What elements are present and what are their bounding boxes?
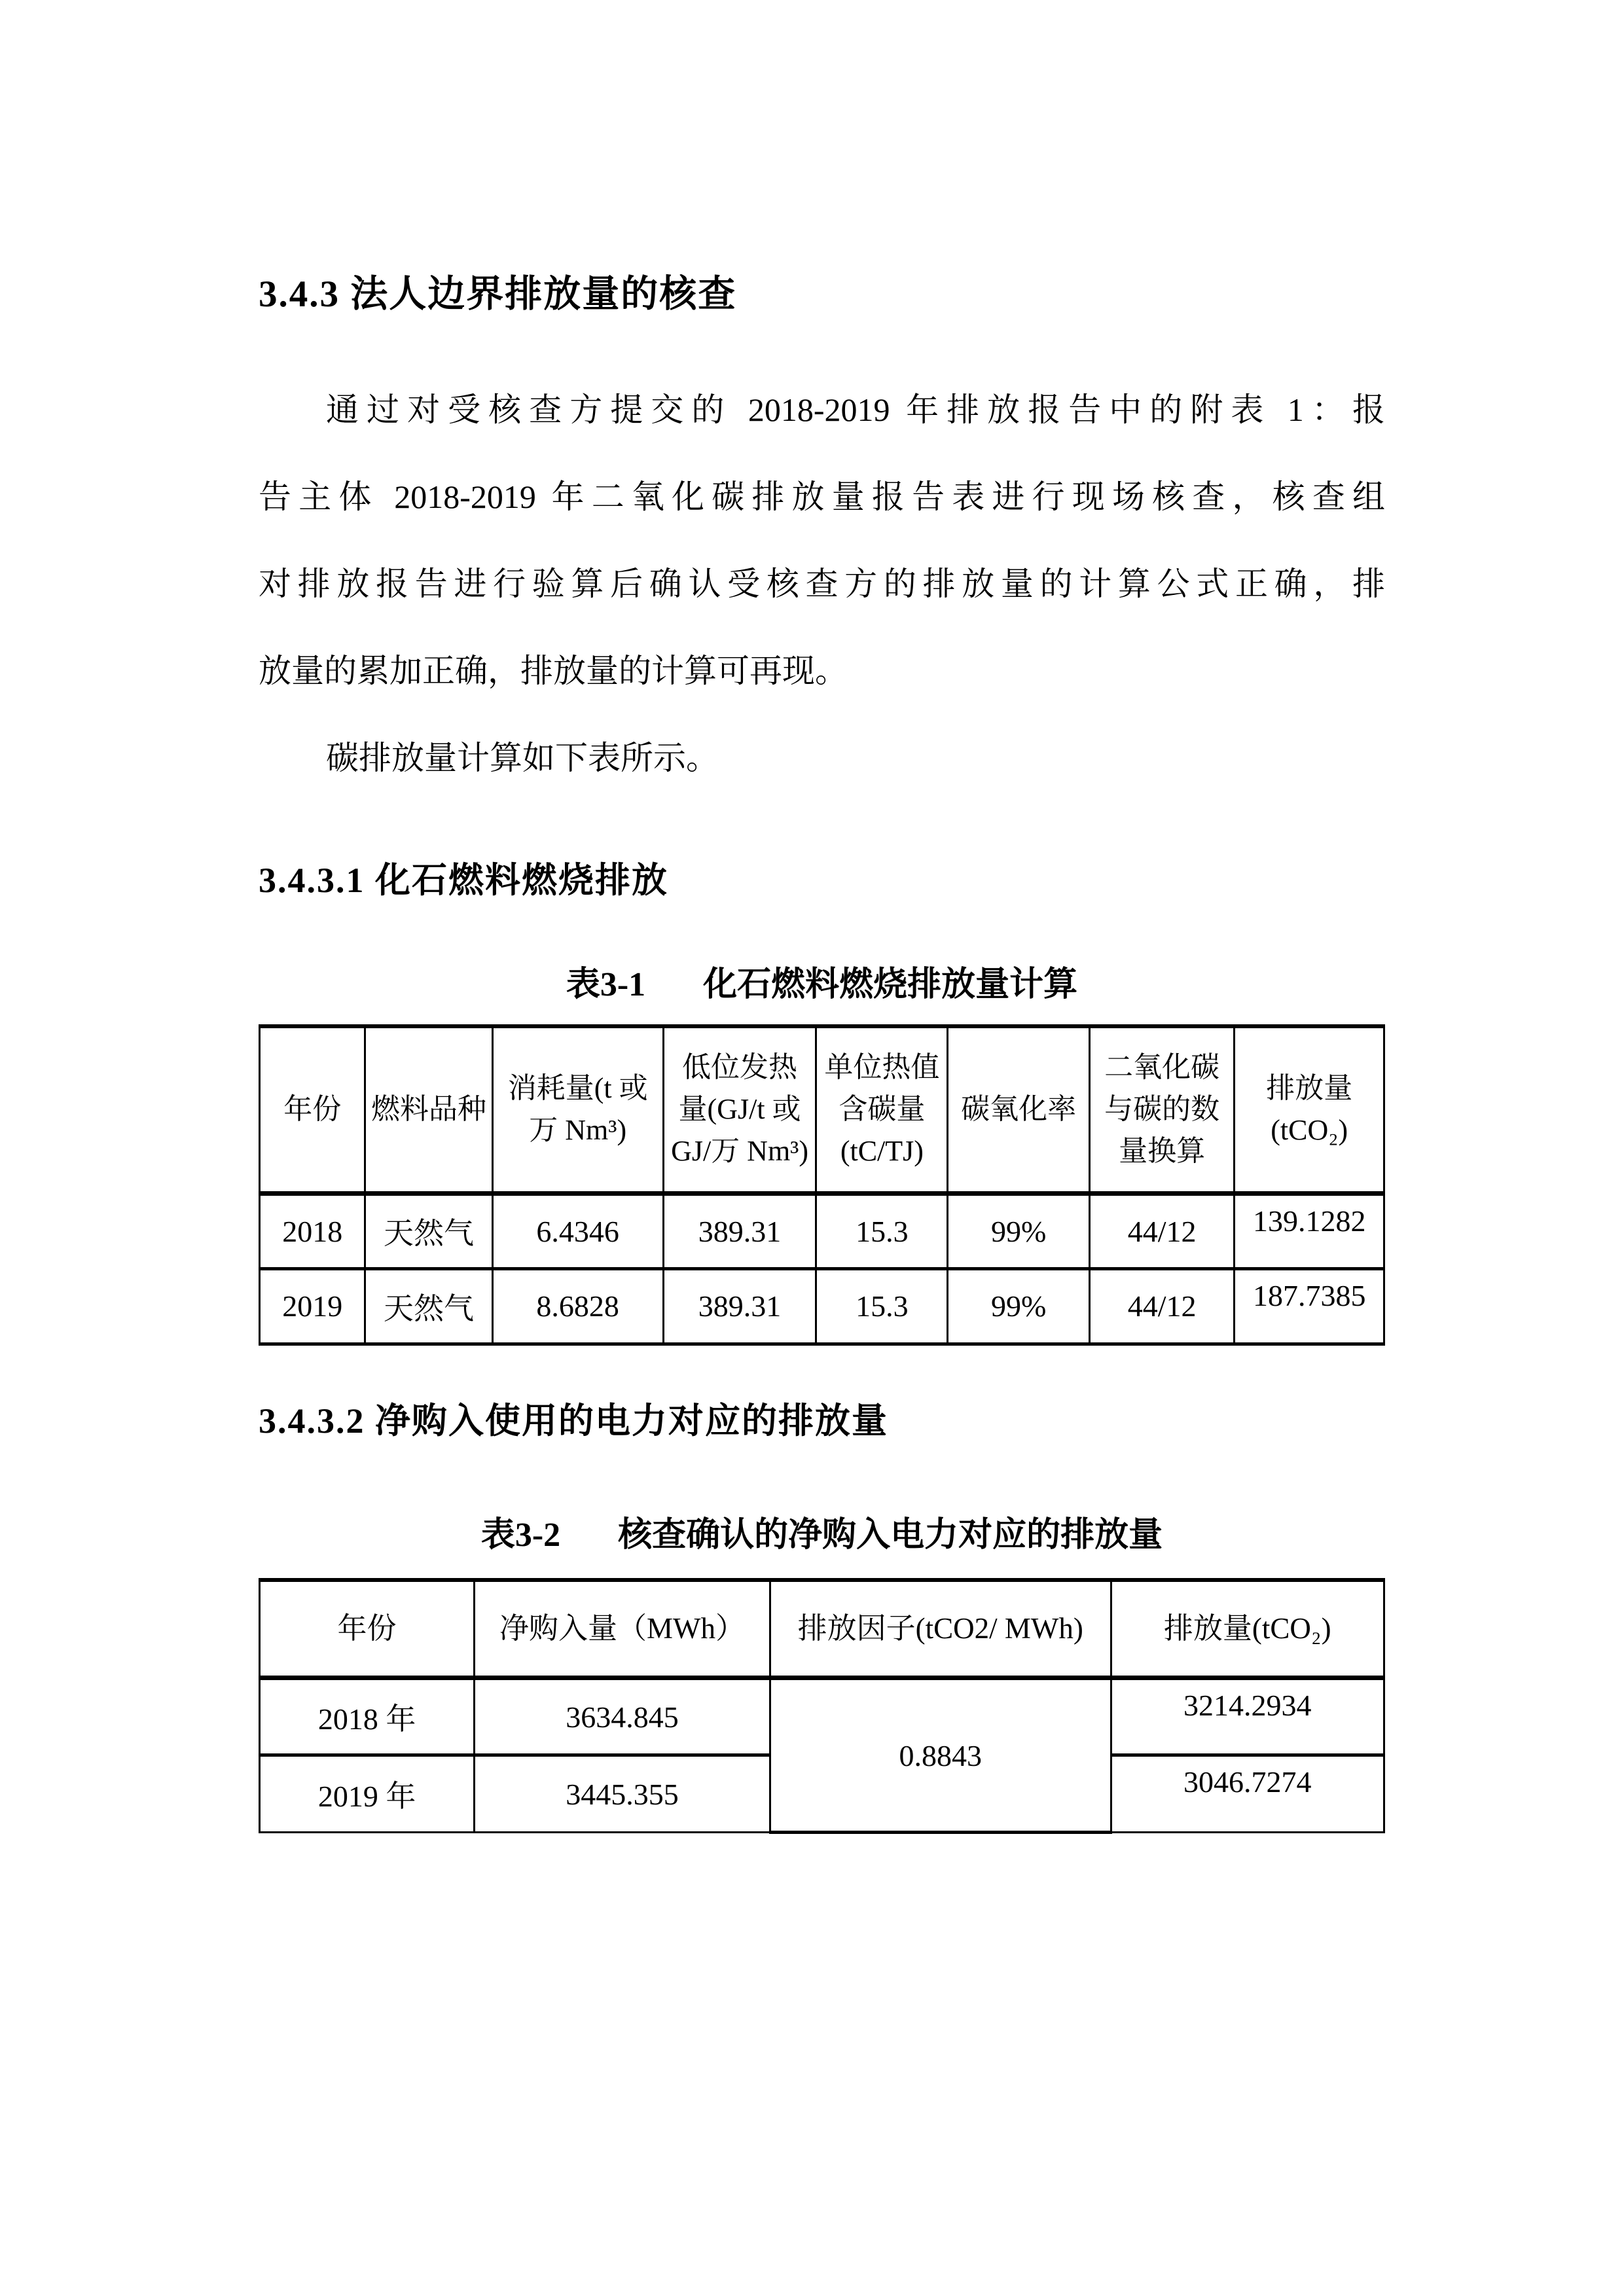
purchased-electricity-emission-table (259, 1578, 1385, 1835)
paragraph-line-4: 放量的累加正确，排放量的计算可再现。 (259, 653, 848, 689)
section-heading-3432: 3.4.3.2 净购入使用的电力对应的排放量 (259, 1401, 888, 1441)
table1-header-heat-value: 低位发热量(GJ/t 或 GJ/万 Nm³) (663, 1026, 816, 1193)
table1-header-fuel-type: 燃料品种 (365, 1026, 492, 1193)
fossil-fuel-emission-table (259, 1024, 1385, 1346)
table1-row-2018 (260, 1193, 1384, 1268)
table-cell: 3634.845 (475, 1678, 770, 1755)
body-paragraph-1 (259, 367, 1385, 715)
table1-header-carbon-content: 单位热值含碳量 (tC/TJ) (816, 1026, 948, 1193)
table-cell: 99% (948, 1268, 1089, 1344)
table2-header-net-purchase: 净购入量（MWh） (475, 1580, 770, 1678)
table2-header-emission: 排放量(tCO₂) (1111, 1580, 1384, 1678)
table1-header-emission: 排放量 (tCO₂) (1235, 1026, 1384, 1193)
table-cell: 3445.355 (475, 1755, 770, 1833)
table1-header-co2-carbon-ratio: 二氧化碳与碳的数量换算 (1089, 1026, 1235, 1193)
table-cell: 139.1282 (1235, 1193, 1384, 1268)
body-paragraph-2: 碳排放量计算如下表所示。 (326, 740, 719, 776)
paragraph-line-2: 告主体 2018-2019 年二氧化碳排放量报告表进行现场核查，核查组 (259, 478, 1385, 515)
table2-header-emission-factor: 排放因子(tCO2/ MWh) (770, 1580, 1111, 1678)
table-cell: 2019 年 (260, 1755, 475, 1833)
table-cell: 3046.7274 (1111, 1755, 1384, 1833)
table-cell: 389.31 (663, 1193, 816, 1268)
table-cell-emission-factor-merged: 0.8843 (770, 1678, 1111, 1833)
table2-caption-label: 表3-2 (480, 1516, 561, 1554)
section-heading-3431: 3.4.3.1 化石燃料燃烧排放 (259, 861, 668, 900)
table-cell: 389.31 (663, 1268, 816, 1344)
table1-caption-title: 化石燃料燃烧排放量计算 (703, 966, 1078, 1003)
table-cell: 天然气 (365, 1268, 492, 1344)
table2-header-year: 年份 (260, 1580, 475, 1678)
table-cell: 6.4346 (492, 1193, 663, 1268)
table1-header-year: 年份 (260, 1026, 365, 1193)
table-cell: 2018 年 (260, 1678, 475, 1755)
section-heading-343: 3.4.3 法人边界排放量的核查 (259, 274, 737, 315)
table-cell: 99% (948, 1193, 1089, 1268)
table-cell: 44/12 (1089, 1193, 1235, 1268)
paragraph-line-1: 通过对受核查方提交的 2018-2019 年排放报告中的附表 1：报 (326, 391, 1385, 428)
paragraph-line-3: 对排放报告进行验算后确认受核查方的排放量的计算公式正确，排 (259, 565, 1385, 602)
table-cell: 3214.2934 (1111, 1678, 1384, 1755)
table2-row-2018 (260, 1678, 1384, 1755)
table-cell: 44/12 (1089, 1268, 1235, 1344)
table1-header-oxidation-rate: 碳氧化率 (948, 1026, 1089, 1193)
table2-caption (259, 1513, 1385, 1558)
table-cell: 天然气 (365, 1193, 492, 1268)
table2-header-row (260, 1580, 1384, 1678)
table-cell: 15.3 (816, 1193, 948, 1268)
table-cell: 2019 (260, 1268, 365, 1344)
table-cell: 8.6828 (492, 1268, 663, 1344)
table-cell: 15.3 (816, 1268, 948, 1344)
table-cell: 2018 (260, 1193, 365, 1268)
table1-caption-label: 表3-1 (566, 966, 646, 1003)
table1-header-row (260, 1026, 1384, 1193)
table1-header-consumption: 消耗量(t 或万 Nm³) (492, 1026, 663, 1193)
table1-caption (259, 962, 1385, 1008)
table-cell: 187.7385 (1235, 1268, 1384, 1344)
table1-row-2019 (260, 1268, 1384, 1344)
table2-caption-title: 核查确认的净购入电力对应的排放量 (618, 1516, 1163, 1554)
